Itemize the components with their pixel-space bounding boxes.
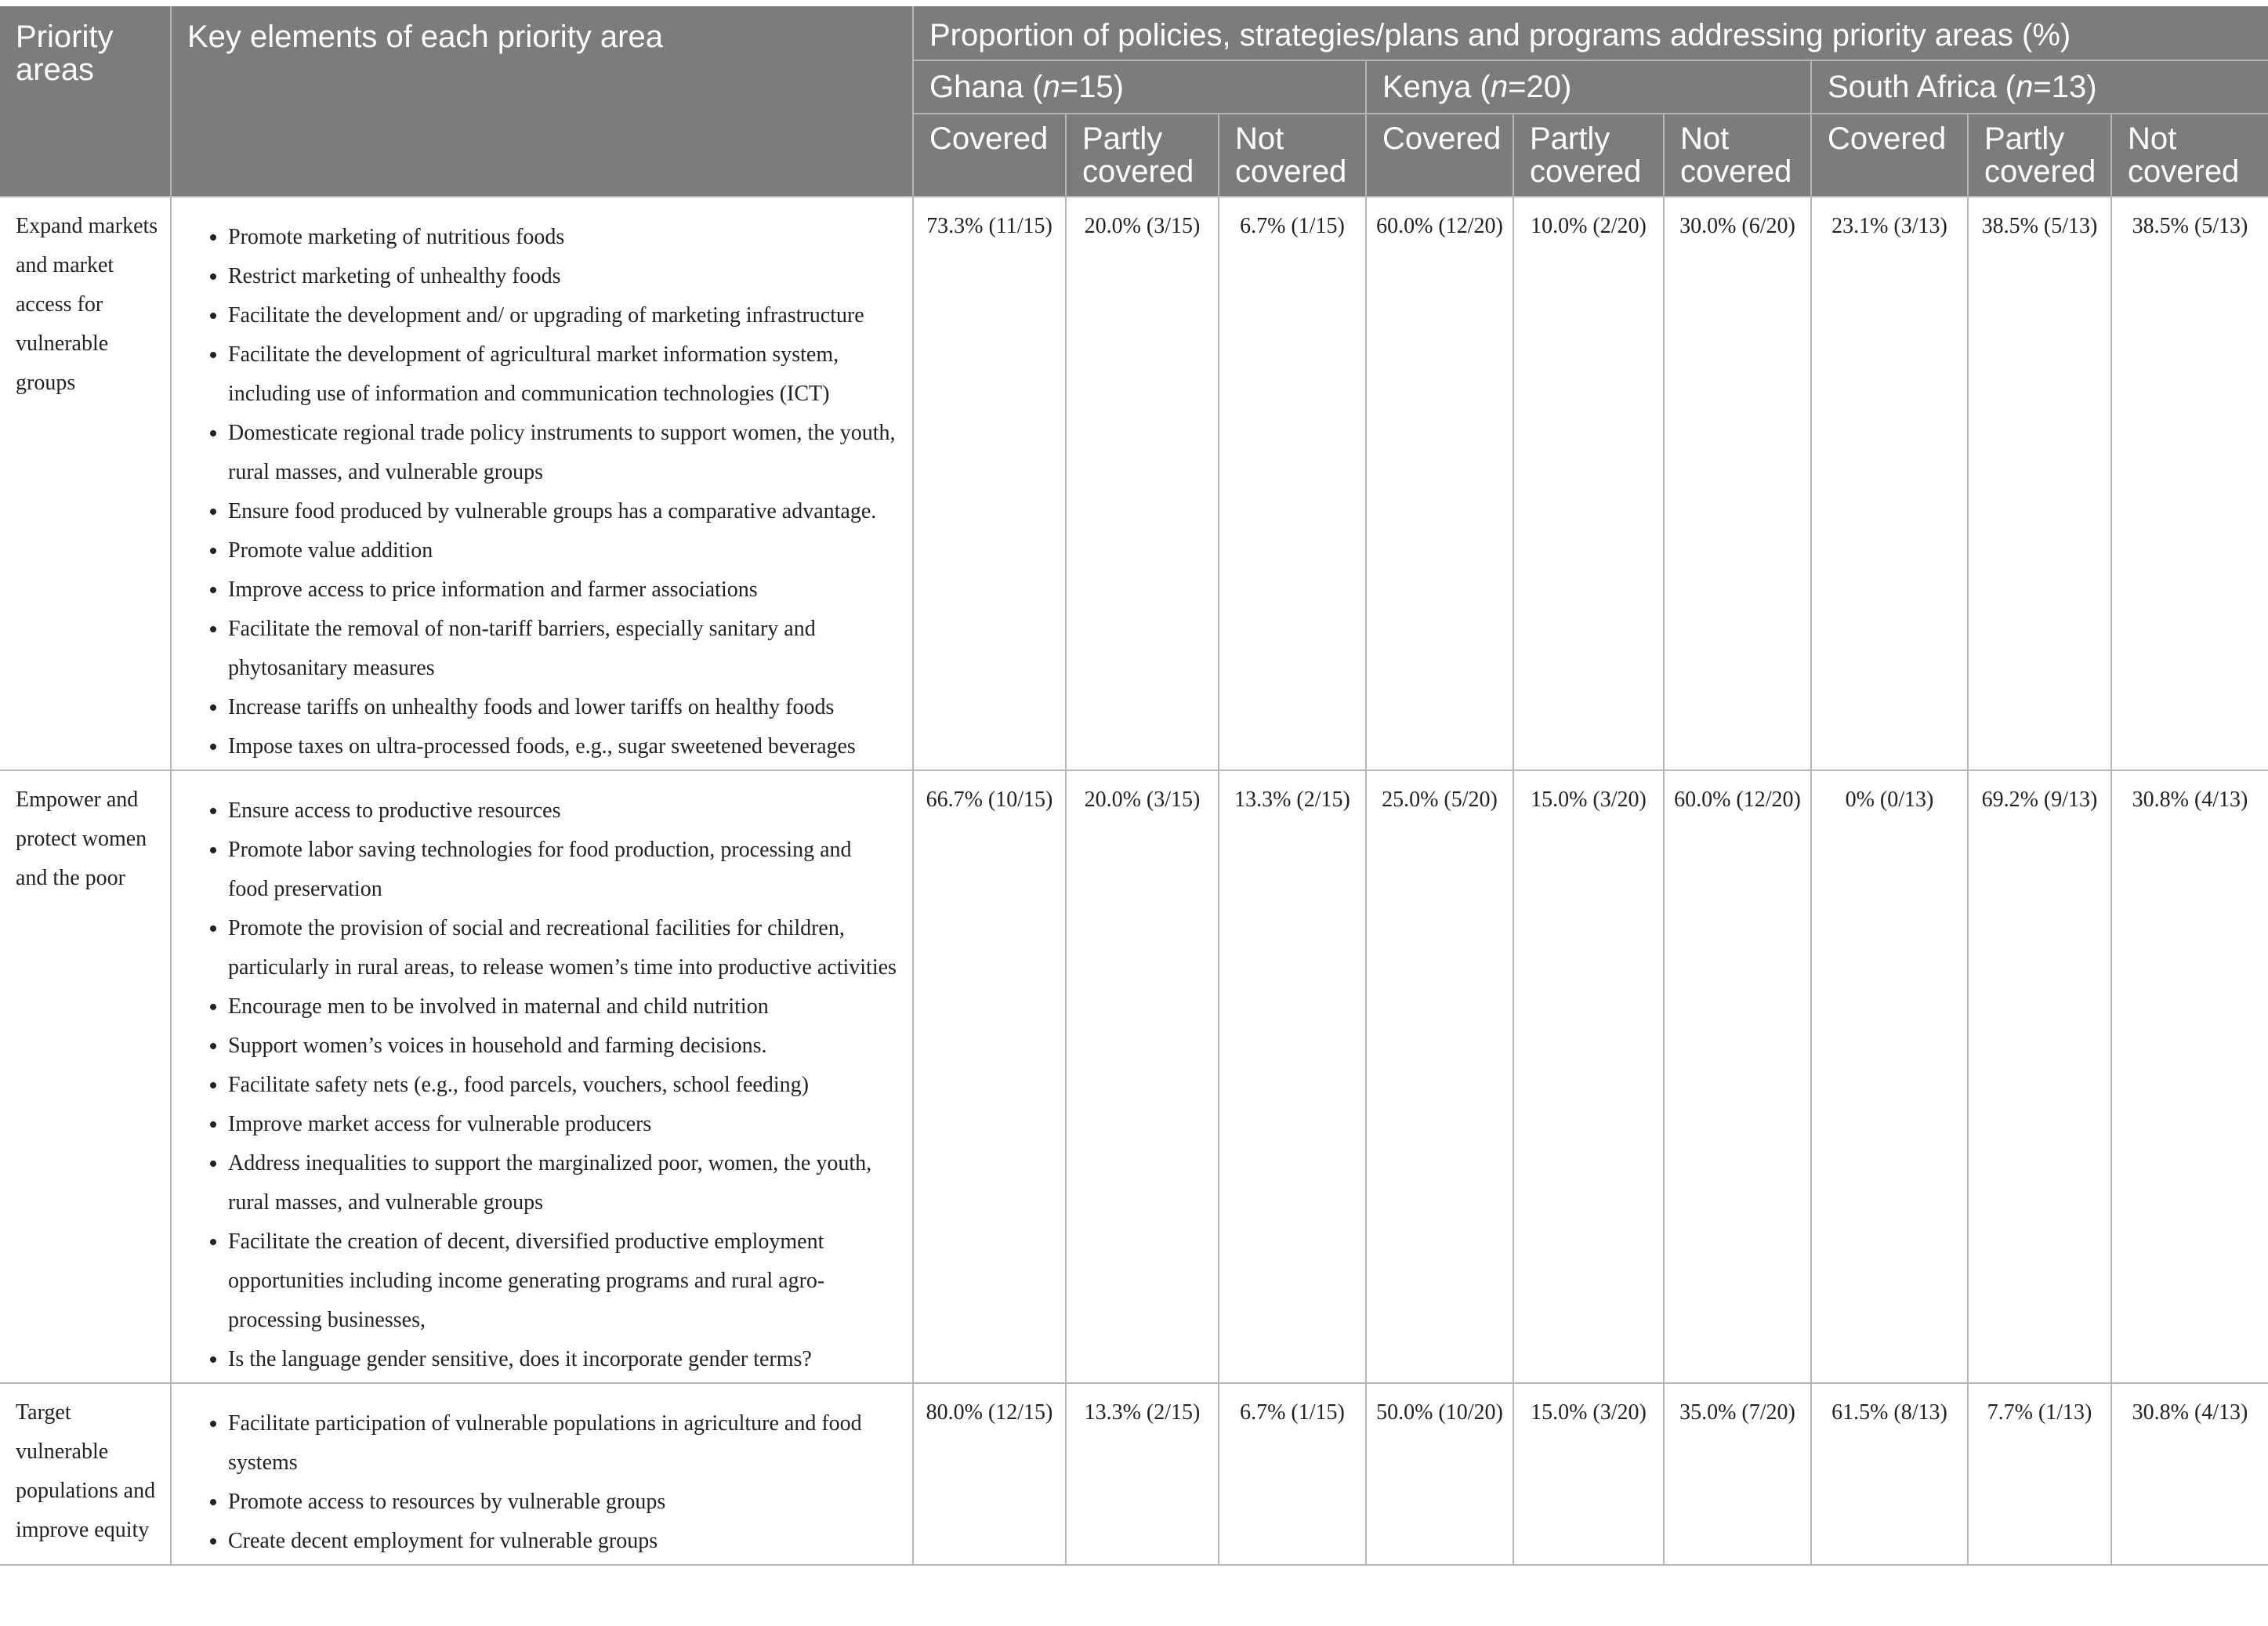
kenya-not-covered-cell: 30.0% (6/20) bbox=[1664, 197, 1811, 770]
kenya-covered-cell: 50.0% (10/20) bbox=[1366, 1383, 1513, 1565]
key-elements-cell bbox=[171, 197, 913, 770]
key-element-item: • Facilitate the creation of decent, diversified productive employment opportunities including income generating programs and rural agro-processing businesses, bbox=[228, 1222, 897, 1340]
key-element-item: • Ensure food produced by vulnerable groups has a comparative advantage. bbox=[228, 492, 897, 531]
key-element-item: • Facilitate the removal of non-tariff barriers, especially sanitary and phytosanitary measures bbox=[228, 610, 897, 688]
table-row bbox=[0, 1383, 2268, 1565]
ghana-not-covered-cell: 13.3% (2/15) bbox=[1219, 770, 1366, 1383]
priority-area-cell: Expand markets and market access for vulnerable groups bbox=[0, 197, 171, 770]
header-covered: Covered bbox=[1366, 114, 1513, 197]
key-element-item: • Promote access to resources by vulnerable groups bbox=[228, 1483, 897, 1522]
key-element-item: • Promote the provision of social and recreational facilities for children, particularly in rural areas, to release women’s time into productive activities bbox=[228, 909, 897, 987]
table-row bbox=[0, 197, 2268, 770]
kenya-covered-cell: 60.0% (12/20) bbox=[1366, 197, 1513, 770]
sample-size-label: n bbox=[2016, 70, 2034, 104]
south-africa-covered-cell: 61.5% (8/13) bbox=[1811, 1383, 1968, 1565]
header-partly-covered: Partly covered bbox=[1513, 114, 1664, 197]
header-not-covered: Not covered bbox=[1664, 114, 1811, 197]
ghana-partly-covered-cell: 13.3% (2/15) bbox=[1066, 1383, 1219, 1565]
key-element-item: • Create decent employment for vulnerable groups bbox=[228, 1522, 897, 1561]
country-name: Kenya bbox=[1382, 70, 1472, 104]
sample-size-value: =15 bbox=[1060, 70, 1114, 104]
south-africa-partly-covered-cell: 69.2% (9/13) bbox=[1968, 770, 2111, 1383]
key-element-item: • Domesticate regional trade policy instruments to support women, the youth, rural masses, and vulnerable groups bbox=[228, 414, 897, 492]
kenya-covered-cell: 25.0% (5/20) bbox=[1366, 770, 1513, 1383]
header-priority-areas: Priority areas bbox=[0, 6, 171, 197]
key-elements-list bbox=[187, 791, 897, 1379]
table-row bbox=[0, 770, 2268, 1383]
key-element-item: • Encourage men to be involved in maternal and child nutrition bbox=[228, 987, 897, 1027]
priority-area-cell: Empower and protect women and the poor bbox=[0, 770, 171, 1383]
priority-area-cell: Target vulnerable populations and improve equity bbox=[0, 1383, 171, 1565]
south-africa-partly-covered-cell: 38.5% (5/13) bbox=[1968, 197, 2111, 770]
header-partly-covered: Partly covered bbox=[1066, 114, 1219, 197]
key-element-item: • Improve market access for vulnerable producers bbox=[228, 1105, 897, 1144]
key-element-item: • Is the language gender sensitive, does it incorporate gender terms? bbox=[228, 1340, 897, 1379]
ghana-covered-cell: 80.0% (12/15) bbox=[913, 1383, 1066, 1565]
ghana-not-covered-cell: 6.7% (1/15) bbox=[1219, 1383, 1366, 1565]
sample-size-value: =13 bbox=[2033, 70, 2087, 104]
header-country-south-africa: South Africa (n=13) bbox=[1811, 60, 2268, 114]
ghana-covered-cell: 66.7% (10/15) bbox=[913, 770, 1066, 1383]
key-element-item: • Facilitate the development of agricultural market information system, including use of information and communication technologies (ICT) bbox=[228, 335, 897, 414]
key-element-item: • Address inequalities to support the marginalized poor, women, the youth, rural masses, and vulnerable groups bbox=[228, 1144, 897, 1222]
table-body bbox=[0, 197, 2268, 1565]
south-africa-not-covered-cell: 30.8% (4/13) bbox=[2111, 770, 2268, 1383]
kenya-partly-covered-cell: 10.0% (2/20) bbox=[1513, 197, 1664, 770]
key-elements-list bbox=[187, 1404, 897, 1561]
header-partly-covered: Partly covered bbox=[1968, 114, 2111, 197]
key-element-item: • Facilitate safety nets (e.g., food parcels, vouchers, school feeding) bbox=[228, 1066, 897, 1105]
sample-size-label: n bbox=[1042, 70, 1060, 104]
key-element-item: • Promote marketing of nutritious foods bbox=[228, 218, 897, 257]
kenya-not-covered-cell: 35.0% (7/20) bbox=[1664, 1383, 1811, 1565]
south-africa-not-covered-cell: 38.5% (5/13) bbox=[2111, 197, 2268, 770]
header-covered: Covered bbox=[913, 114, 1066, 197]
sample-size-value: =20 bbox=[1508, 70, 1561, 104]
kenya-partly-covered-cell: 15.0% (3/20) bbox=[1513, 770, 1664, 1383]
key-elements-list bbox=[187, 218, 897, 766]
key-element-item: • Promote value addition bbox=[228, 531, 897, 570]
kenya-partly-covered-cell: 15.0% (3/20) bbox=[1513, 1383, 1664, 1565]
ghana-covered-cell: 73.3% (11/15) bbox=[913, 197, 1066, 770]
country-name: South Africa bbox=[1828, 70, 1997, 104]
south-africa-not-covered-cell: 30.8% (4/13) bbox=[2111, 1383, 2268, 1565]
key-element-item: • Facilitate the development and/ or upgrading of marketing infrastructure bbox=[228, 296, 897, 335]
key-element-item: • Impose taxes on ultra-processed foods, e.g., sugar sweetened beverages bbox=[228, 727, 897, 766]
key-element-item: • Support women’s voices in household and farming decisions. bbox=[228, 1027, 897, 1066]
priority-areas-table bbox=[0, 6, 2268, 1566]
header-not-covered: Not covered bbox=[1219, 114, 1366, 197]
south-africa-covered-cell: 23.1% (3/13) bbox=[1811, 197, 1968, 770]
ghana-partly-covered-cell: 20.0% (3/15) bbox=[1066, 770, 1219, 1383]
south-africa-partly-covered-cell: 7.7% (1/13) bbox=[1968, 1383, 2111, 1565]
header-key-elements: Key elements of each priority area bbox=[171, 6, 913, 197]
header-proportion: Proportion of policies, strategies/plans and programs addressing priority areas (%) bbox=[913, 6, 2268, 60]
sample-size-label: n bbox=[1490, 70, 1509, 104]
key-element-item: • Increase tariffs on unhealthy foods and lower tariffs on healthy foods bbox=[228, 688, 897, 727]
header-not-covered: Not covered bbox=[2111, 114, 2268, 197]
key-elements-cell bbox=[171, 1383, 913, 1565]
key-element-item: • Facilitate participation of vulnerable populations in agriculture and food systems bbox=[228, 1404, 897, 1483]
ghana-not-covered-cell: 6.7% (1/15) bbox=[1219, 197, 1366, 770]
key-element-item: • Promote labor saving technologies for food production, processing and food preservation bbox=[228, 831, 897, 909]
country-name: Ghana bbox=[929, 70, 1024, 104]
key-elements-cell bbox=[171, 770, 913, 1383]
header-country-ghana: Ghana (n=15) bbox=[913, 60, 1366, 114]
header-country-kenya: Kenya (n=20) bbox=[1366, 60, 1811, 114]
table-header bbox=[0, 6, 2268, 197]
key-element-item: • Restrict marketing of unhealthy foods bbox=[228, 257, 897, 296]
key-element-item: • Improve access to price information and farmer associations bbox=[228, 570, 897, 610]
ghana-partly-covered-cell: 20.0% (3/15) bbox=[1066, 197, 1219, 770]
south-africa-covered-cell: 0% (0/13) bbox=[1811, 770, 1968, 1383]
kenya-not-covered-cell: 60.0% (12/20) bbox=[1664, 770, 1811, 1383]
key-element-item: • Ensure access to productive resources bbox=[228, 791, 897, 831]
header-covered: Covered bbox=[1811, 114, 1968, 197]
